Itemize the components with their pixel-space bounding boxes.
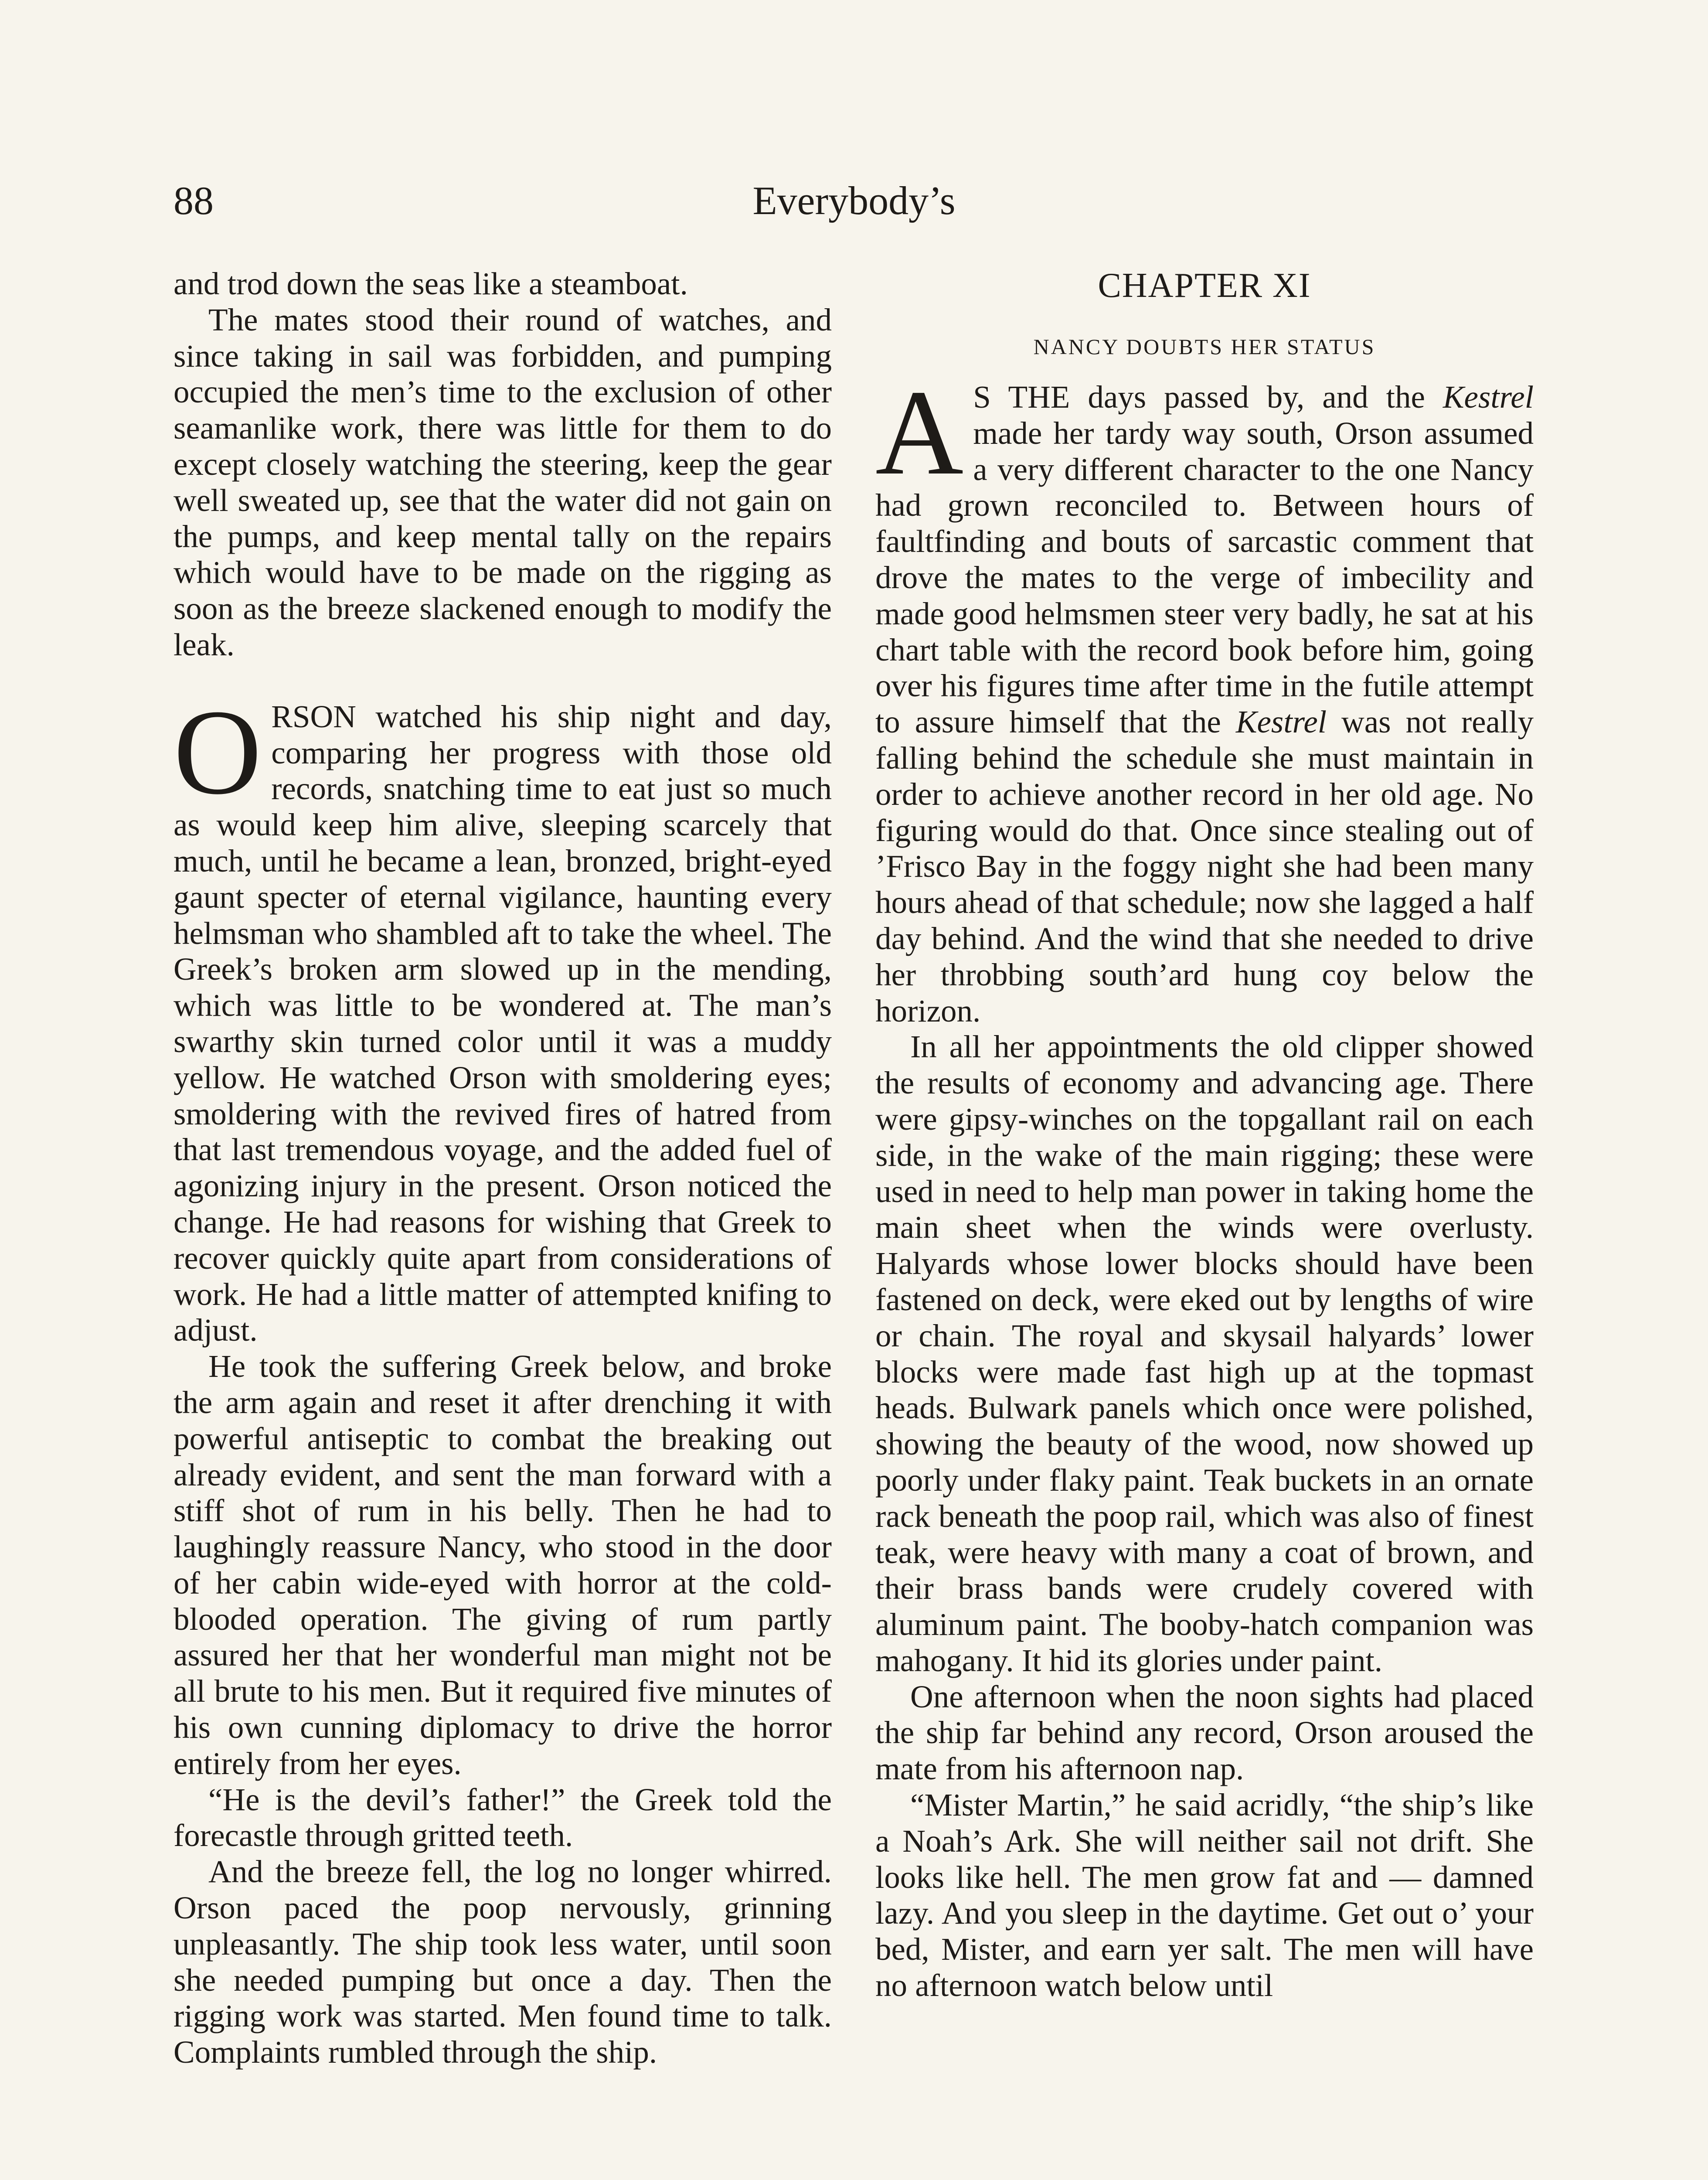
right-column: [875, 266, 1534, 2004]
paragraph-with-dropcap: [174, 684, 832, 1349]
paragraph: “He is the devil’s father!” the Greek told the forecastle through gritted teeth.: [174, 1781, 832, 1853]
chapter-subtitle: NANCY DOUBTS HER STATUS: [1033, 334, 1376, 359]
paragraph: The mates stood their round of watches, and since taking in sail was forbidden, and pumping occupied the men’s time to the exclusion of other seamanlike work, there was little for them to do except closely watching the steering, keep the gear well sweated up, see that the water did not gain on the pumps, and keep mental tally on the repairs which would have to be made on the rigging as soon as the breeze slackened enough to modify the leak.: [174, 302, 832, 662]
drop-cap: O: [174, 684, 262, 820]
ship-name: Kestrel: [1235, 704, 1327, 740]
paragraph-text: was not really falling behind the schedule she must maintain in order to achieve another record in her old age. No figuring would do that. Once since stealing out of ’Frisco Bay in the foggy night she had been many hours ahead of that schedule; now she lagged a half day behind. And the wind that she needed to drive her throbbing south’ard hung coy below the horizon.: [875, 704, 1534, 1029]
paragraph: He took the suffering Greek below, and broke the arm again and reset it after drenching it with powerful antiseptic to combat the breaking out already evident, and sent the man forward with a stiff shot of rum in his belly. Then he had to laughingly reassure Nancy, who stood in the door of her cabin wide-eyed with horror at the cold-blooded operation. The giving of rum partly assured her that her wonderful man might not be all brute to his men. But it required five minutes of his own cunning diplomacy to drive the horror entirely from her eyes.: [174, 1349, 832, 1781]
page-header: [0, 174, 1708, 235]
paragraph: One afternoon when the noon sights had placed the ship far behind any record, Orson aroused the mate from his afternoon nap.: [875, 1679, 1534, 1787]
paragraph-text: S THE days passed by, and the: [973, 379, 1443, 415]
paragraph-text: made her tardy way south, Orson assumed a very different character to the one Nancy had grown reconciled to. Between hours of faultfinding and bouts of sarcastic comment that drove the mates to the verge of imbecility and made good helmsmen steer very badly, he sat at his chart table with the record book before him, going over his figures time after time in the futile attempt to assure himself that the: [875, 415, 1534, 740]
page-number: 88: [174, 178, 214, 223]
paragraph: In all her appointments the old clipper showed the results of economy and advancing age. There were gipsy-winches on the topgallant rail on each side, in the wake of the main rigging; these were used in need to help man power in taking home the main sheet when the winds were overlusty. Halyards whose lower blocks should have been fastened on deck, were eked out by lengths of wire or chain. The royal and skysail halyards’ lower blocks were made fast high up at the topmast heads. Bulwark panels which once were polished, showing the beauty of the wood, now showed up poorly under flaky paint. Teak buckets in an ornate rack beneath the poop rail, which was also of finest teak, were heavy with many a coat of brown, and their brass bands were crudely covered with aluminum paint. The booby-hatch companion was mahogany. It hid its glories under paint.: [875, 1029, 1534, 1678]
paragraph: and trod down the seas like a steamboat.: [174, 266, 688, 301]
ship-name: Kestrel: [1443, 379, 1534, 415]
paragraph-with-dropcap: [875, 364, 1534, 1029]
drop-cap: A: [875, 364, 964, 500]
paragraph-text: RSON watched his ship night and day, comparing her progress with those old records, snatching time to eat just so much as would keep him alive, sleeping scarcely that much, until he became a lean, bronzed, bright-eyed gaunt specter of eternal vigilance, haunting every helmsman who shambled aft to take the wheel. The Greek’s broken arm slowed up in the mending, which was little to be wondered at. The man’s swarthy skin turned color until it was a muddy yellow. He watched Orson with smoldering eyes; smoldering with the revived fires of hatred from that last tremendous voyage, and the added fuel of agonizing injury in the present. Orson noticed the change. He had reasons for wishing that Greek to recover quickly quite apart from considerations of work. He had a little matter of attempted knifing to adjust.: [174, 698, 832, 1348]
left-column: [174, 266, 832, 2071]
paragraph: And the breeze fell, the log no longer whirred. Orson paced the poop nervously, grinning unpleasantly. The ship took less water, until soon she needed pumping but once a day. Then the rigging work was started. Men found time to talk. Complaints rumbled through the ship.: [174, 1854, 832, 2070]
paragraph: “Mister Martin,” he said acridly, “the ship’s like a Noah’s Ark. She will neither sail not drift. She looks like hell. The men grow fat and — damned lazy. And you sleep in the daytime. Get out o’ your bed, Mister, and earn yer salt. The men will have no afternoon watch below until: [875, 1787, 1534, 2003]
running-title: Everybody’s: [752, 178, 956, 223]
chapter-title: CHAPTER XI: [1098, 266, 1311, 305]
